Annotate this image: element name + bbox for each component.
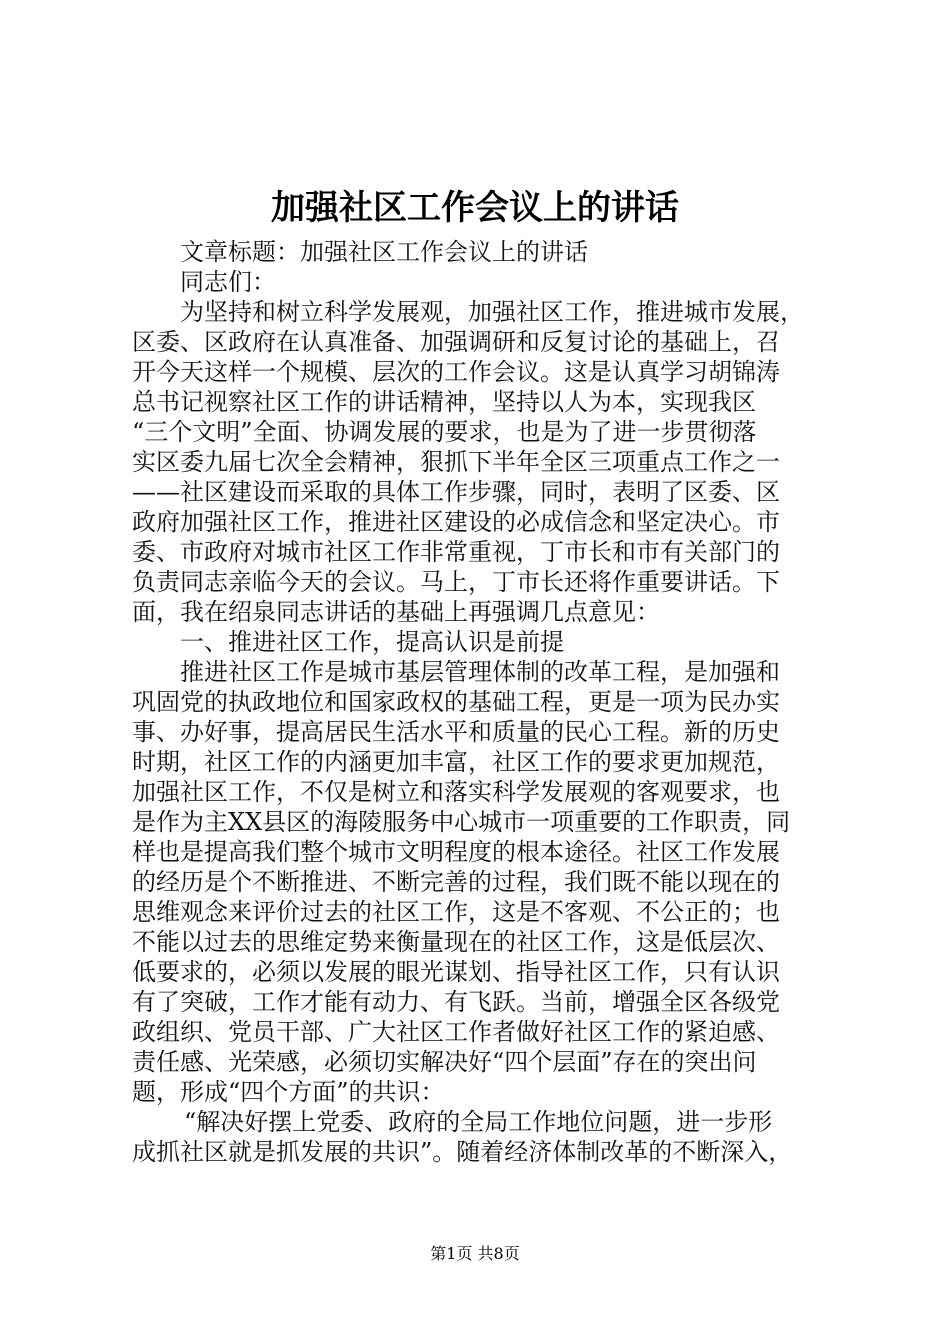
paragraph-line: 负责同志亲临今天的会议。马上，丁市长还将作重要讲话。下 [132, 568, 780, 596]
page-footer: 第1页 共8页 [430, 1244, 520, 1263]
paragraph-line: “解决好摆上党委、政府的全局工作地位问题，进一步形 [184, 1108, 773, 1136]
paragraph-line: 政府加强社区工作，推进社区建设的必成信念和坚定决心。市 [132, 508, 780, 536]
paragraph-line: 实区委九届七次全会精神，狠抓下半年全区三项重点工作之一 [132, 448, 780, 476]
paragraph-line: 的经历是个不断推进、不断完善的过程，我们既不能以现在的 [132, 868, 780, 896]
paragraph-line: 巩固党的执政地位和国家政权的基础工程，更是一项为民办实 [132, 688, 780, 716]
paragraph-line: 政组织、党员干部、广大社区工作者做好社区工作的紧迫感、 [132, 1018, 780, 1046]
paragraph-line: 区委、区政府在认真准备、加强调研和反复讨论的基础上，召 [132, 328, 780, 356]
article-title-line: 文章标题：加强社区工作会议上的讲话 [180, 238, 588, 266]
paragraph-line: 事、办好事，提高居民生活水平和质量的民心工程。新的历史 [132, 718, 780, 746]
paragraph-line: 委、市政府对城市社区工作非常重视，丁市长和市有关部门的 [132, 538, 780, 566]
paragraph-line: 总书记视察社区工作的讲话精神，坚持以人为本，实现我区 [132, 388, 756, 416]
paragraph-line: 成抓社区就是抓发展的共识”。随着经济体制改革的不断深入， [132, 1138, 793, 1166]
paragraph-line: 思维观念来评价过去的社区工作，这是不客观、不公正的；也 [132, 898, 780, 926]
paragraph-line: 时期，社区工作的内涵更加丰富，社区工作的要求更加规范， [132, 748, 780, 776]
paragraph-line: 题，形成“四个方面”的共识： [132, 1078, 445, 1106]
paragraph-line: 推进社区工作是城市基层管理体制的改革工程，是加强和 [180, 658, 780, 686]
paragraph-line: 开今天这样一个规模、层次的工作会议。这是认真学习胡锦涛 [132, 358, 780, 386]
document-title: 加强社区工作会议上的讲话 [271, 188, 679, 228]
paragraph-line: 样也是提高我们整个城市文明程度的根本途径。社区工作发展 [132, 838, 780, 866]
paragraph-line: 责任感、光荣感，必须切实解决好“四个层面”存在的突出问 [132, 1048, 757, 1076]
paragraph-line: 低要求的，必须以发展的眼光谋划、指导社区工作，只有认识 [132, 958, 780, 986]
paragraph-line: “三个文明”全面、协调发展的要求，也是为了进一步贯彻落 [132, 418, 757, 446]
paragraph-line: ——社区建设而采取的具体工作步骤，同时，表明了区委、区 [132, 478, 780, 506]
document-body [132, 237, 832, 1167]
section-heading: 一、推进社区工作，提高认识是前提 [180, 628, 564, 656]
paragraph-line: 不能以过去的思维定势来衡量现在的社区工作，这是低层次、 [132, 928, 780, 956]
paragraph-line: 是作为主XX县区的海陵服务中心城市一项重要的工作职责，同 [132, 808, 791, 836]
salutation: 同志们： [180, 268, 276, 296]
paragraph-line: 有了突破，工作才能有动力、有飞跃。当前，增强全区各级党 [132, 988, 780, 1016]
paragraph-line: 为坚持和树立科学发展观，加强社区工作，推进城市发展， [180, 298, 804, 326]
paragraph-line: 加强社区工作，不仅是树立和落实科学发展观的客观要求，也 [132, 778, 780, 806]
paragraph-line: 面，我在绍泉同志讲话的基础上再强调几点意见： [132, 598, 660, 626]
